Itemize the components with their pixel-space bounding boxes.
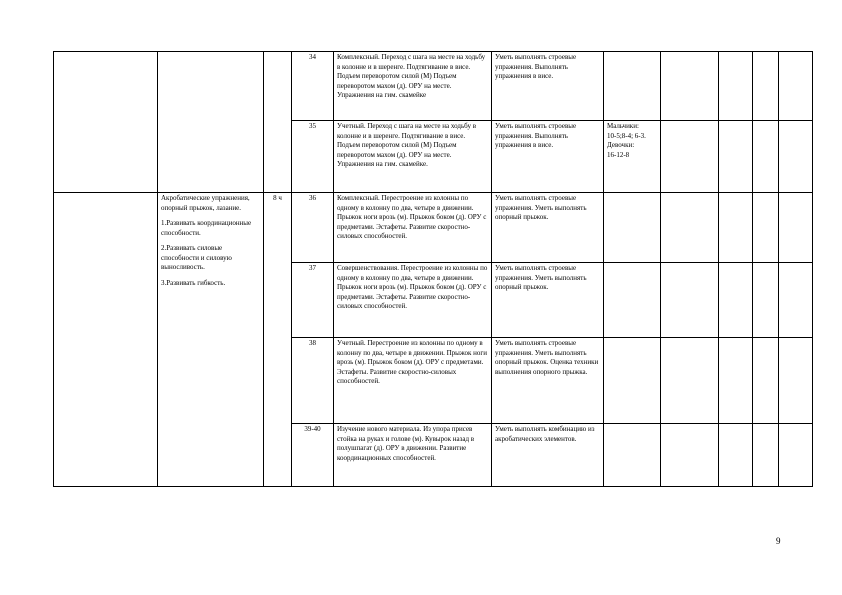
table-row: [54, 52, 813, 121]
lesson-norms: [604, 424, 661, 487]
section-hours: 8 ч: [264, 193, 292, 487]
lesson-content: Совершенствования. Перестроение из колонны по одному в колонну по два, четыре в движении. Прыжок ноги врозь (м). Прыжок боком (д). ОРУ с предметами. Эстафеты. Развитие скоростно-силовых способностей.: [334, 263, 492, 338]
page-number: 9: [776, 536, 781, 546]
lesson-requirements: Уметь выполнять строевые упражнения. Уметь выполнять опорный прыжок.: [492, 263, 604, 338]
lesson-norms: [604, 52, 661, 121]
lesson-norms: [604, 193, 661, 263]
lesson-number: 38: [292, 338, 334, 424]
empty-cell: [753, 52, 779, 121]
empty-cell: [719, 263, 753, 338]
lesson-requirements: Уметь выполнять строевые упражнения. Выполнять упражнения в висе.: [492, 121, 604, 193]
empty-cell: [779, 193, 813, 263]
empty-cell: [661, 52, 719, 121]
lesson-requirements: Уметь выполнять комбинацию из акробатических элементов.: [492, 424, 604, 487]
section-goal-3: 3.Развивать гибкость.: [161, 278, 226, 287]
empty-cell: [753, 121, 779, 193]
empty-cell: [753, 263, 779, 338]
empty-cell: [661, 263, 719, 338]
empty-cell: [158, 52, 264, 193]
lesson-norms: Мальчики: 10-5;8-4; 6-3. Девочки: 16-12-8: [604, 121, 661, 193]
empty-cell: [779, 338, 813, 424]
lesson-content: Учетный. Перестроение из колонны по одному в колонну по два, четыре в движении. Прыжок ноги врозь (м). Прыжок боком (д). ОРУ с предметами. Эстафеты. Развитие скоростно-силовых способностей.: [334, 338, 492, 424]
lesson-norms: [604, 263, 661, 338]
empty-cell: [719, 121, 753, 193]
lesson-number: 36: [292, 193, 334, 263]
lesson-content: Комплексный. Перестроение из колонны по одному в колонну по два, четыре в движении. Прыжок ноги врозь (м). Прыжок боком (д). ОРУ с предметами. Эстафеты. Развитие скоростно-силовых способностей.: [334, 193, 492, 263]
empty-cell: [753, 424, 779, 487]
empty-cell: [719, 424, 753, 487]
empty-cell: [661, 424, 719, 487]
empty-cell: [779, 121, 813, 193]
empty-cell: [779, 263, 813, 338]
empty-cell: [719, 338, 753, 424]
section-topic-cell: [158, 193, 264, 487]
empty-cell: [779, 424, 813, 487]
empty-cell: [719, 52, 753, 121]
lesson-plan-table: [53, 51, 813, 487]
lesson-requirements: Уметь выполнять строевые упражнения. Уметь выполнять опорный прыжок.: [492, 193, 604, 263]
empty-cell: [661, 193, 719, 263]
lesson-number: 35: [292, 121, 334, 193]
section-title: Акробатические упражнения, опорный прыжок, лазание.: [161, 194, 250, 212]
empty-cell: [661, 338, 719, 424]
empty-cell: [753, 338, 779, 424]
empty-cell: [661, 121, 719, 193]
empty-cell: [719, 193, 753, 263]
lesson-number: 37: [292, 263, 334, 338]
empty-cell: [264, 52, 292, 193]
lesson-norms: [604, 338, 661, 424]
lesson-content: Изучение нового материала. Из упора присев стойка на руках и голове (м). Кувырок назад в полушпагат (д). ОРУ в движении. Развитие координационных способностей.: [334, 424, 492, 487]
lesson-content: Комплексный. Переход с шага на месте на ходьбу в колонне и в шеренге. Подтягивание в висе. Подъем переворотом силой (М) Подъем переворотом махом (д). ОРУ на месте. Упражнения на гим. скамейке: [334, 52, 492, 121]
section-goal-1: 1.Развивать координационные способности.: [161, 219, 252, 237]
section-goal-2: 2.Развивать силовые способности и силовую выносливость.: [161, 244, 232, 271]
lesson-number: 39-40: [292, 424, 334, 487]
empty-cell: [54, 193, 158, 487]
lesson-requirements: Уметь выполнять строевые упражнения. Выполнять упражнения в висе.: [492, 52, 604, 121]
table-row: [54, 193, 813, 263]
lesson-content: Учетный. Переход с шага на месте на ходьбу в колонне и в шеренге. Подтягивание в висе. Подъем переворотом силой (М) Подъем переворотом махом (д). ОРУ на месте. Упражнения на гим. скамейке.: [334, 121, 492, 193]
empty-cell: [779, 52, 813, 121]
lesson-requirements: Уметь выполнять строевые упражнения. Уметь выполнять опорный прыжок. Оценка техники выполнения опорного прыжка.: [492, 338, 604, 424]
empty-cell: [54, 52, 158, 193]
empty-cell: [753, 193, 779, 263]
lesson-number: 34: [292, 52, 334, 121]
